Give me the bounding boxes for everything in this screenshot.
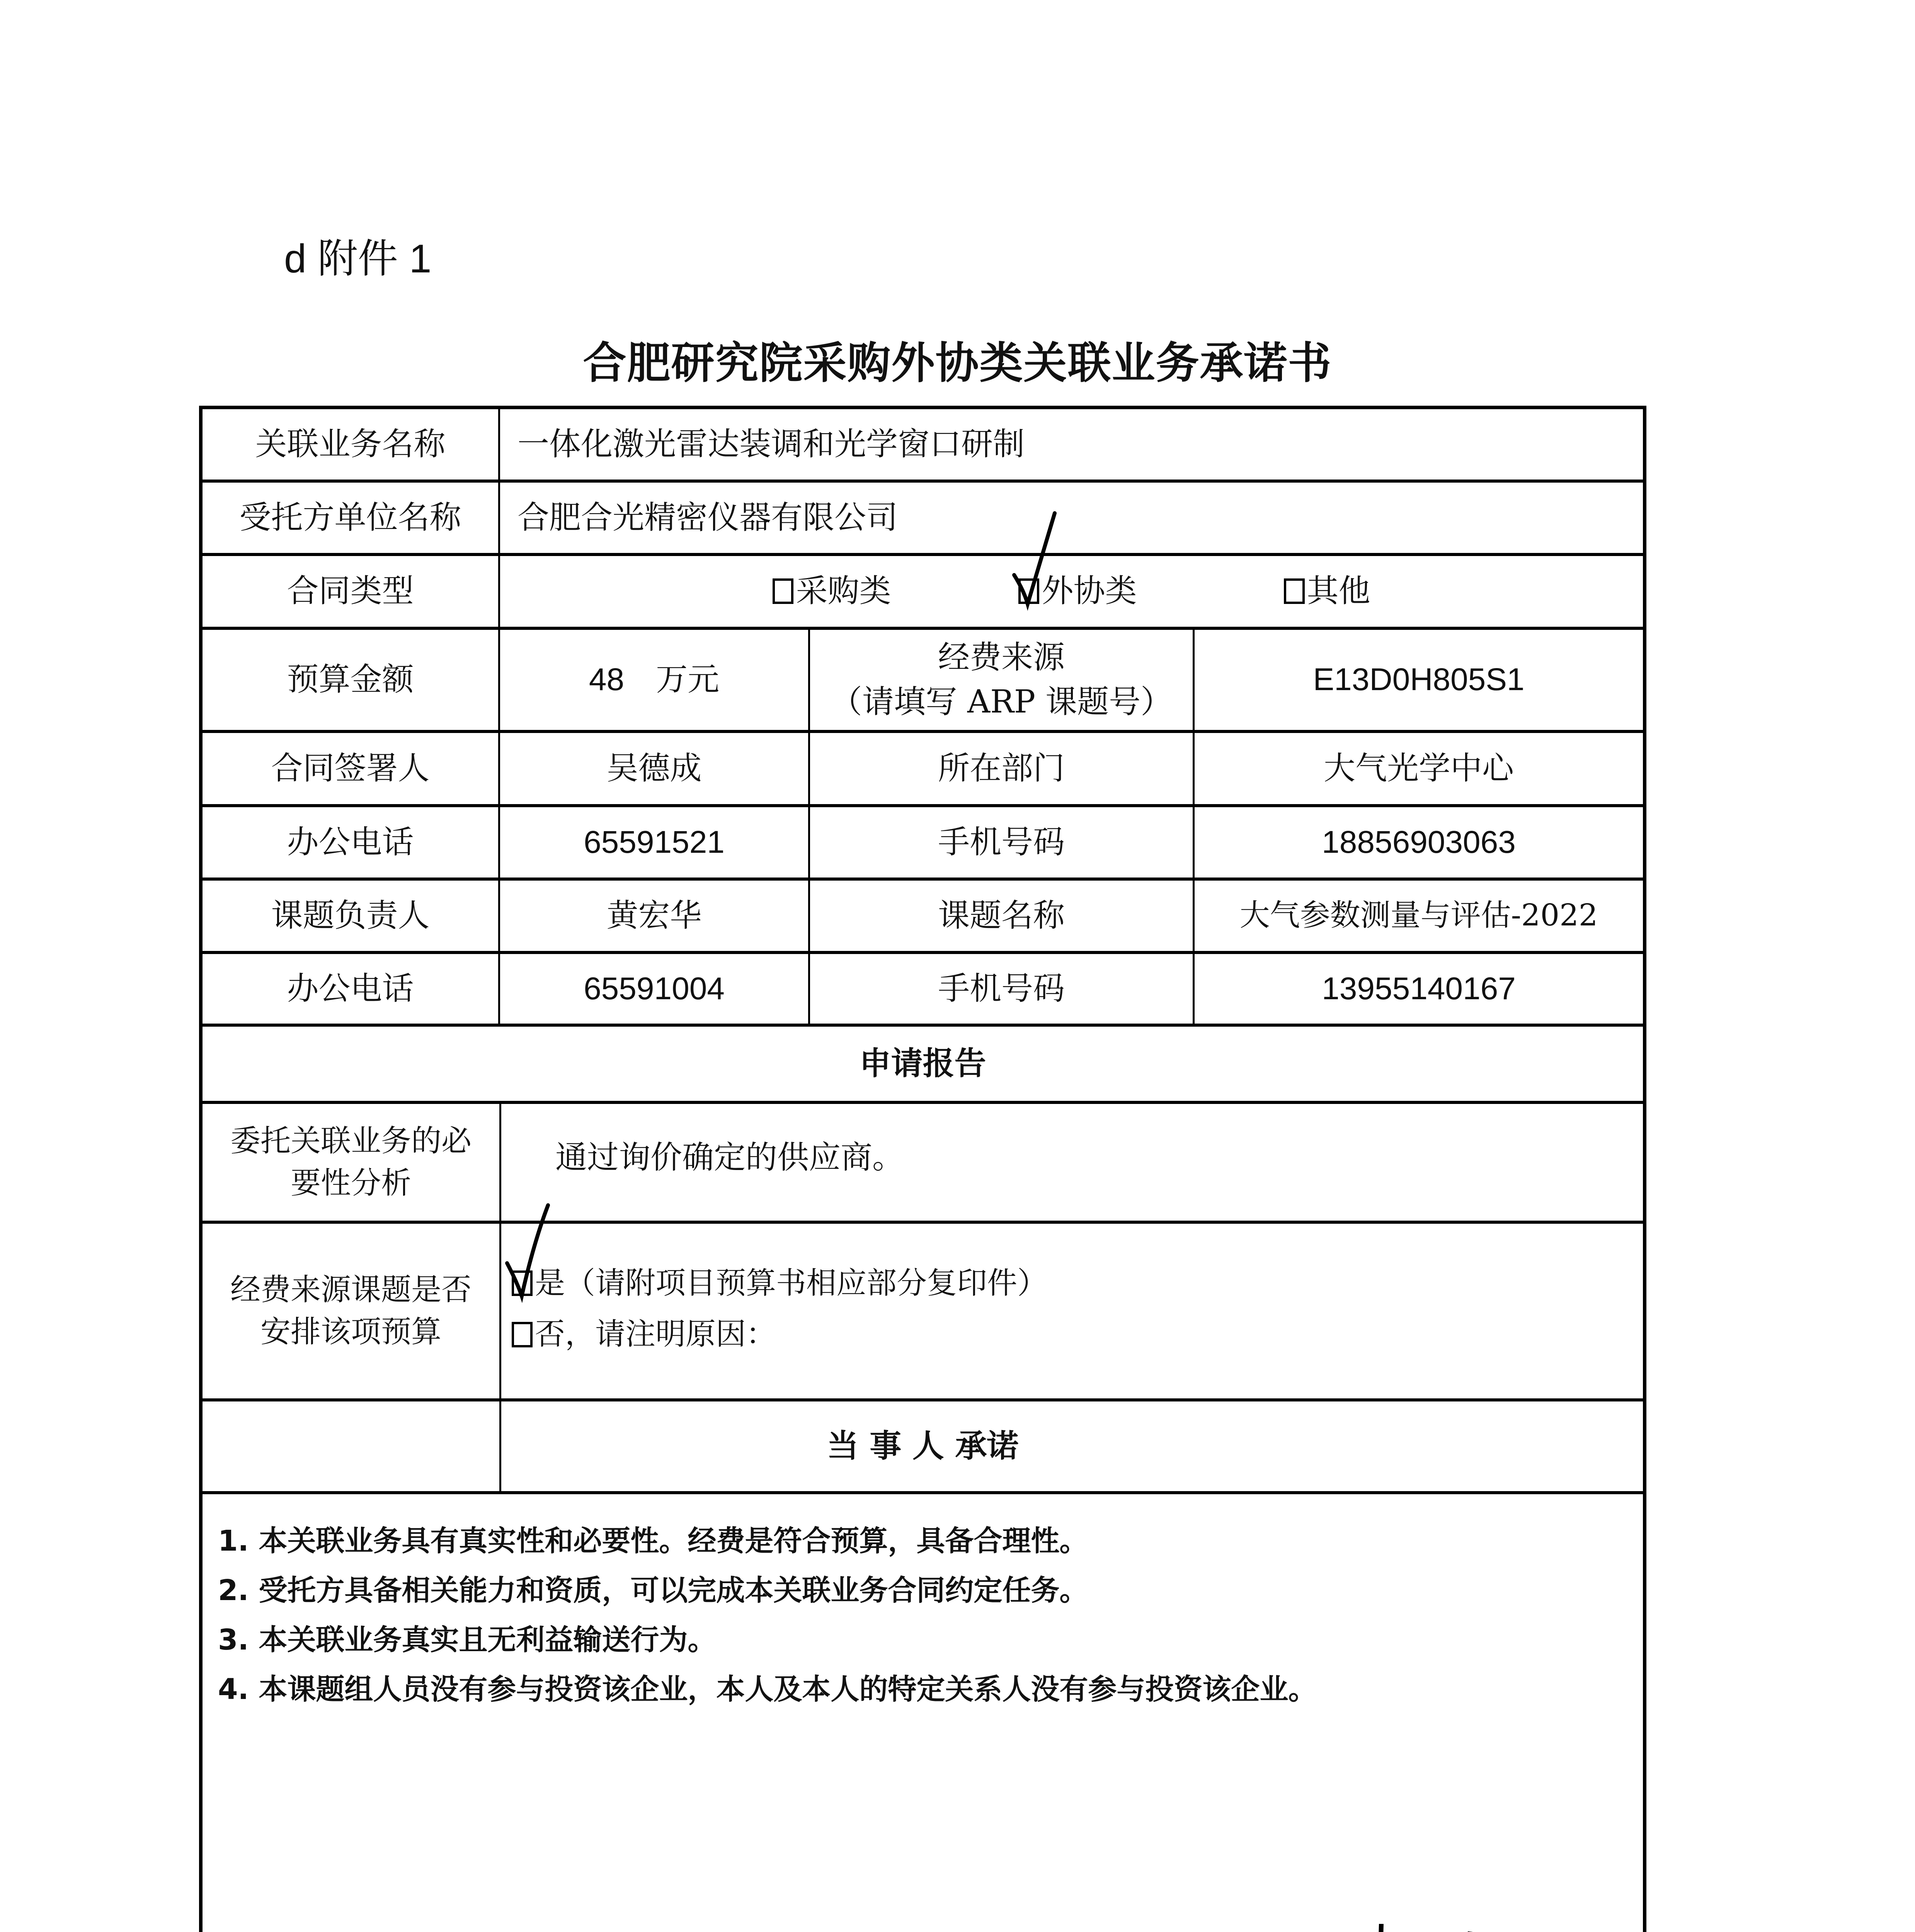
checkbox-unchecked-icon[interactable] [773, 578, 793, 604]
necessity-value: 通过询价确定的供应商。 [555, 1139, 904, 1176]
attachment-label: d 附件 1 [284, 236, 432, 281]
option-label: 其他 [1307, 573, 1370, 610]
checkmark-icon [1012, 513, 1055, 602]
mobile-value: 18856903063 [1322, 824, 1516, 860]
contract-type-options [500, 556, 1643, 627]
row-divider [203, 1221, 1643, 1224]
business-name-value: 一体化激光雷达装调和光学窗口研制 [517, 425, 1025, 463]
row-divider [203, 553, 1643, 556]
fund-source-label-line1: 经费来源 [938, 639, 1065, 676]
business-name-label: 关联业务名称 [255, 425, 446, 463]
mobile-label: 手机号码 [938, 823, 1065, 861]
commitment-form-table [199, 406, 1646, 1932]
necessity-label [203, 1104, 499, 1221]
budget-arranged-label-line1: 经费来源课题是否 [230, 1272, 472, 1307]
project-name-label: 课题名称 [938, 897, 1065, 934]
signer-value: 吴德成 [606, 750, 702, 787]
page-title: 合肥研究院采购外协类关联业务承诺书 [583, 338, 1332, 388]
fund-source-label [810, 630, 1193, 730]
fund-source-label-line2: （请填写 ARP 课题号） [830, 683, 1173, 720]
project-leader-value: 黄宏华 [606, 897, 702, 934]
mobile-label: 手机号码 [938, 970, 1065, 1007]
row-divider [203, 1101, 1643, 1104]
pledge-item: 1. 本关联业务具有真实性和必要性。经费是符合预算，具备合理性。 [218, 1524, 1088, 1558]
checkmark-icon [506, 1205, 553, 1294]
budget-label: 预算金额 [287, 661, 414, 698]
row-divider [203, 1398, 1643, 1401]
office-phone-label: 办公电话 [287, 970, 414, 1007]
signer-label: 合同签署人 [271, 750, 430, 787]
budget-arranged-option-yes[interactable] [512, 1259, 1047, 1308]
pledge-item: 4. 本课题组人员没有参与投资该企业，本人及本人的特定关系人没有参与投资该企业。 [218, 1673, 1317, 1706]
row-divider [203, 730, 1643, 733]
checkbox-unchecked-icon[interactable] [512, 1322, 533, 1347]
necessity-label-line2: 要性分析 [290, 1166, 411, 1201]
budget-arranged-options [512, 1259, 1047, 1361]
department-value: 大气光学中心 [1323, 750, 1514, 787]
necessity-label-line1: 委托关联业务的必 [230, 1123, 472, 1158]
contractor-label: 受托方单位名称 [239, 499, 461, 536]
option-label: 外协类 [1042, 573, 1137, 610]
option-label: 否，请注明原因： [535, 1317, 776, 1352]
row-divider [203, 1024, 1643, 1027]
option-label: 采购类 [796, 573, 891, 610]
report-heading: 申请报告 [859, 1045, 986, 1082]
row-divider [203, 804, 1643, 807]
contract-type-option-other[interactable] [1284, 569, 1370, 614]
office-phone-value: 65591521 [584, 824, 725, 860]
contract-type-label: 合同类型 [287, 573, 414, 610]
row-divider [203, 627, 1643, 630]
checkbox-checked-icon[interactable] [1018, 578, 1039, 604]
checkbox-checked-icon[interactable] [512, 1270, 533, 1296]
fund-source-value: E13D0H805S1 [1313, 662, 1525, 697]
project-leader-label: 课题负责人 [271, 897, 430, 934]
handwritten-signature [1331, 1924, 1602, 1932]
office-phone-label: 办公电话 [287, 823, 414, 861]
checkbox-unchecked-icon[interactable] [1284, 578, 1305, 604]
pledge-heading: 当 事 人 承诺 [827, 1427, 1019, 1464]
pledge-item: 3. 本关联业务真实且无利益输送行为。 [218, 1623, 717, 1656]
contract-type-option-purchase[interactable] [773, 569, 891, 614]
pledge-item: 2. 受托方具备相关能力和资质，可以完成本关联业务合同约定任务。 [218, 1574, 1088, 1607]
row-divider [203, 480, 1643, 483]
option-label: 是（请附项目预算书相应部分复印件） [535, 1266, 1048, 1301]
budget-arranged-option-no[interactable] [512, 1310, 776, 1359]
contractor-value: 合肥合光精密仪器有限公司 [517, 499, 898, 536]
office-phone-value: 65591004 [584, 971, 725, 1006]
budget-arranged-label [203, 1224, 499, 1398]
project-name-value: 大气参数测量与评估-2022 [1239, 898, 1598, 933]
row-divider [203, 1491, 1643, 1494]
contract-type-option-outsourcing[interactable] [1018, 569, 1137, 614]
row-divider [203, 951, 1643, 954]
department-label: 所在部门 [938, 750, 1065, 787]
budget-value: 48 万元 [589, 662, 720, 697]
budget-arranged-label-line2: 安排该项预算 [260, 1315, 441, 1349]
mobile-value: 13955140167 [1322, 971, 1516, 1006]
row-divider [203, 878, 1643, 881]
